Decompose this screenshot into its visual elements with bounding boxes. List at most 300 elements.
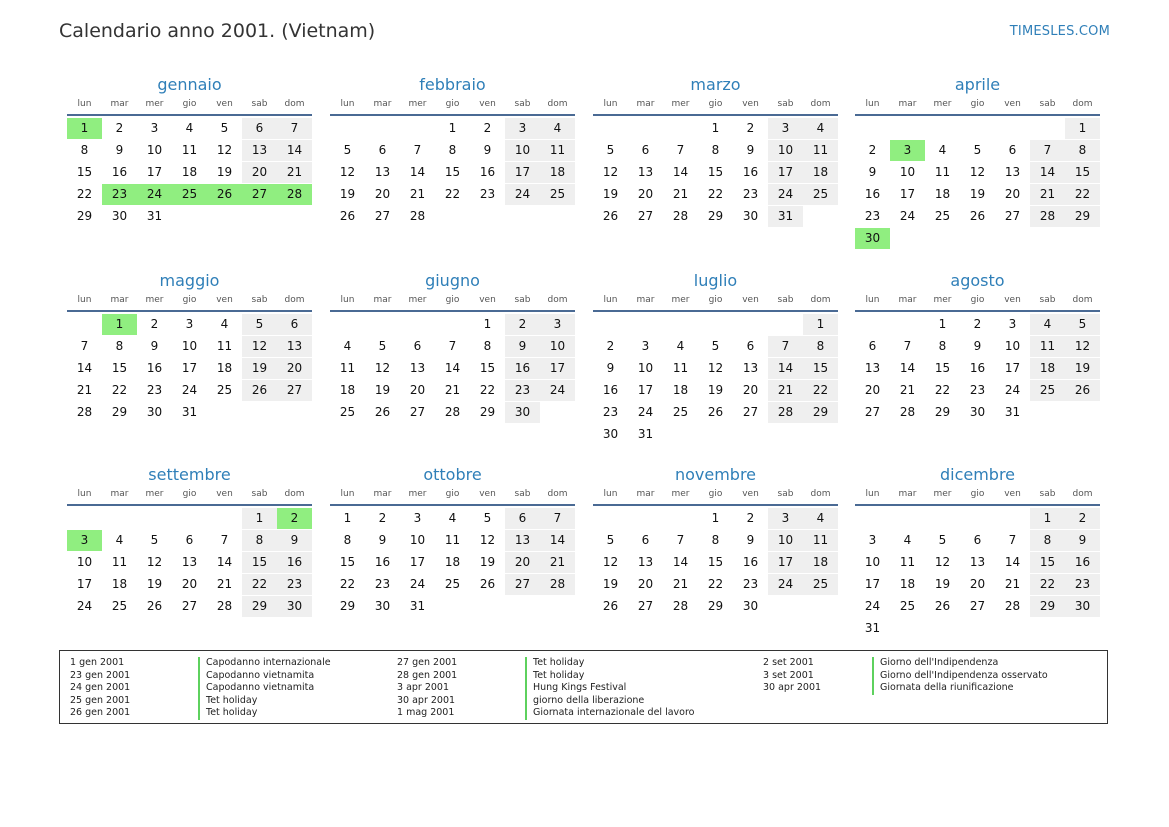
week-row xyxy=(330,358,575,380)
day-cell: 29 xyxy=(934,405,951,419)
weekday-header xyxy=(855,294,1100,307)
week-row xyxy=(855,314,1100,336)
weekday-label: mar xyxy=(636,295,655,305)
day-cell: 20 xyxy=(969,577,986,591)
day-cell: 9 xyxy=(868,165,877,179)
week-row xyxy=(855,530,1100,552)
month-luglio xyxy=(593,270,838,446)
day-cell: 29 xyxy=(111,405,128,419)
weekend-day: 12 xyxy=(1065,336,1100,357)
week-row xyxy=(593,118,838,140)
day-cell: 26 xyxy=(602,209,619,223)
weekend-day: 9 xyxy=(505,336,540,357)
day-cell: 7 xyxy=(676,533,685,547)
legend-date: 30 apr 2001 xyxy=(763,682,822,694)
day-cell: 31 xyxy=(864,621,881,635)
day-cell: 5 xyxy=(606,533,615,547)
weekday-header xyxy=(67,98,312,111)
day-cell: 17 xyxy=(864,577,881,591)
day-cell: 13 xyxy=(864,361,881,375)
day-cell: 1 xyxy=(483,317,492,331)
day-cell: 17 xyxy=(146,165,163,179)
day-cell: 10 xyxy=(76,555,93,569)
legend-names-col1 xyxy=(198,657,331,720)
week-row xyxy=(855,206,1100,228)
week-row xyxy=(330,184,575,206)
weekday-label: gio xyxy=(970,295,985,305)
weekday-label: mar xyxy=(898,99,917,109)
day-cell: 20 xyxy=(409,383,426,397)
week-row xyxy=(67,314,312,336)
empty-cell xyxy=(855,508,890,529)
weekend-day: 3 xyxy=(505,118,540,139)
legend-dates-col3 xyxy=(763,657,821,695)
weekday-label: lun xyxy=(865,489,880,499)
week-row xyxy=(330,336,575,358)
day-cell: 6 xyxy=(746,339,755,353)
empty-cell xyxy=(330,314,365,335)
day-cell: 5 xyxy=(606,143,615,157)
empty-cell xyxy=(330,118,365,139)
legend-holiday-name: Giornata della riunificazione xyxy=(872,682,1048,695)
weekday-label: ven xyxy=(1004,99,1021,109)
legend-dates-col2 xyxy=(397,657,457,720)
weekday-header xyxy=(330,294,575,307)
day-cell: 5 xyxy=(220,121,229,135)
week-row xyxy=(67,596,312,618)
weekend-day: 14 xyxy=(1030,162,1065,183)
weekend-day: 13 xyxy=(277,336,312,357)
empty-cell xyxy=(400,314,435,335)
month-settembre xyxy=(67,464,312,618)
weekend-day: 23 xyxy=(1065,574,1100,595)
legend-date: 24 gen 2001 xyxy=(70,682,131,694)
day-cell: 30 xyxy=(969,405,986,419)
weekday-label: gio xyxy=(445,99,460,109)
month-giugno xyxy=(330,270,575,424)
header-divider xyxy=(67,114,312,116)
day-cell: 19 xyxy=(602,577,619,591)
week-row xyxy=(330,140,575,162)
weekday-label: mar xyxy=(110,99,129,109)
empty-cell xyxy=(960,508,995,529)
weekday-label: sab xyxy=(1039,99,1056,109)
week-row xyxy=(593,336,838,358)
weekday-header xyxy=(330,98,575,111)
empty-cell xyxy=(768,314,803,335)
empty-cell xyxy=(628,118,663,139)
weekend-day: 20 xyxy=(277,358,312,379)
day-cell: 3 xyxy=(185,317,194,331)
day-cell: 18 xyxy=(899,577,916,591)
week-row xyxy=(67,140,312,162)
holiday-day: 23 xyxy=(102,184,137,205)
week-row xyxy=(593,162,838,184)
week-row xyxy=(67,184,312,206)
weekday-header xyxy=(855,488,1100,501)
legend-date: 1 mag 2001 xyxy=(397,707,455,719)
weekday-label: gio xyxy=(445,489,460,499)
day-cell: 21 xyxy=(672,577,689,591)
day-cell: 12 xyxy=(339,165,356,179)
empty-cell xyxy=(1030,118,1065,139)
weekday-label: sab xyxy=(777,99,794,109)
day-cell: 13 xyxy=(181,555,198,569)
day-cell: 20 xyxy=(637,577,654,591)
weekend-day: 23 xyxy=(277,574,312,595)
week-row xyxy=(593,552,838,574)
empty-cell xyxy=(995,118,1030,139)
day-cell: 27 xyxy=(1004,209,1021,223)
month-name: luglio xyxy=(693,271,738,290)
day-cell: 30 xyxy=(742,599,759,613)
day-cell: 21 xyxy=(409,187,426,201)
weekday-label: dom xyxy=(284,99,305,109)
day-cell: 11 xyxy=(181,143,198,157)
day-cell: 26 xyxy=(707,405,724,419)
weekday-label: ven xyxy=(479,295,496,305)
week-row xyxy=(67,162,312,184)
week-row xyxy=(855,228,1100,250)
day-cell: 15 xyxy=(444,165,461,179)
weekend-day: 29 xyxy=(803,402,838,423)
weekday-label: mer xyxy=(671,99,690,109)
day-cell: 27 xyxy=(969,599,986,613)
day-cell: 22 xyxy=(934,383,951,397)
weekend-day: 21 xyxy=(540,552,575,573)
weekday-label: gio xyxy=(970,489,985,499)
week-row xyxy=(330,552,575,574)
day-cell: 22 xyxy=(707,577,724,591)
day-cell: 15 xyxy=(479,361,496,375)
weekend-day: 21 xyxy=(277,162,312,183)
day-cell: 28 xyxy=(216,599,233,613)
weekend-day: 25 xyxy=(540,184,575,205)
weekend-day: 11 xyxy=(1030,336,1065,357)
day-cell: 12 xyxy=(374,361,391,375)
weekday-label: gio xyxy=(708,489,723,499)
day-cell: 18 xyxy=(444,555,461,569)
day-cell: 19 xyxy=(374,383,391,397)
weekday-label: gio xyxy=(708,295,723,305)
week-row xyxy=(855,552,1100,574)
day-cell: 18 xyxy=(339,383,356,397)
weekday-label: sab xyxy=(1039,295,1056,305)
day-cell: 6 xyxy=(1008,143,1017,157)
holiday-day: 27 xyxy=(242,184,277,205)
weekend-day: 9 xyxy=(1065,530,1100,551)
day-cell: 22 xyxy=(444,187,461,201)
weekday-label: gio xyxy=(182,295,197,305)
day-cell: 20 xyxy=(181,577,198,591)
month-name: dicembre xyxy=(939,465,1016,484)
weekday-label: lun xyxy=(340,99,355,109)
day-cell: 24 xyxy=(409,577,426,591)
day-cell: 11 xyxy=(934,165,951,179)
month-name: gennaio xyxy=(157,75,222,94)
day-cell: 24 xyxy=(637,405,654,419)
day-cell: 26 xyxy=(969,209,986,223)
day-cell: 25 xyxy=(672,405,689,419)
week-row xyxy=(67,118,312,140)
day-cell: 19 xyxy=(707,383,724,397)
day-cell: 23 xyxy=(742,577,759,591)
weekday-label: dom xyxy=(284,295,305,305)
weekday-label: sab xyxy=(777,489,794,499)
day-cell: 18 xyxy=(934,187,951,201)
weekend-day: 21 xyxy=(768,380,803,401)
weekend-day: 9 xyxy=(277,530,312,551)
weekend-day: 22 xyxy=(242,574,277,595)
brand-link[interactable]: TIMESLES.COM xyxy=(1009,24,1110,39)
day-cell: 30 xyxy=(374,599,391,613)
day-cell: 16 xyxy=(111,165,128,179)
weekend-day: 27 xyxy=(505,574,540,595)
day-cell: 4 xyxy=(185,121,194,135)
week-row xyxy=(593,140,838,162)
weekend-day: 24 xyxy=(540,380,575,401)
day-cell: 25 xyxy=(339,405,356,419)
month-aprile xyxy=(855,74,1100,250)
weekend-day: 4 xyxy=(1030,314,1065,335)
day-cell: 24 xyxy=(1004,383,1021,397)
day-cell: 4 xyxy=(115,533,124,547)
legend-holiday-name: Tet holiday xyxy=(525,670,695,683)
day-cell: 19 xyxy=(602,187,619,201)
day-cell: 16 xyxy=(602,383,619,397)
weekday-label: mar xyxy=(373,489,392,499)
weekday-label: sab xyxy=(514,489,531,499)
holiday-day: 2 xyxy=(277,508,312,529)
day-cell: 21 xyxy=(76,383,93,397)
day-cell: 12 xyxy=(934,555,951,569)
day-cell: 1 xyxy=(343,511,352,525)
day-cell: 25 xyxy=(216,383,233,397)
empty-cell xyxy=(628,508,663,529)
day-cell: 6 xyxy=(185,533,194,547)
day-cell: 28 xyxy=(672,209,689,223)
weekend-day: 8 xyxy=(242,530,277,551)
day-cell: 9 xyxy=(483,143,492,157)
day-cell: 2 xyxy=(483,121,492,135)
weekday-label: dom xyxy=(547,489,568,499)
weekday-label: ven xyxy=(742,295,759,305)
day-cell: 1 xyxy=(711,511,720,525)
page-title: Calendario anno 2001. (Vietnam) xyxy=(59,20,376,42)
header-divider xyxy=(855,310,1100,312)
header-divider xyxy=(855,504,1100,506)
day-cell: 20 xyxy=(742,383,759,397)
week-row xyxy=(855,162,1100,184)
weekend-day: 7 xyxy=(277,118,312,139)
weekend-day: 24 xyxy=(768,184,803,205)
weekend-day: 23 xyxy=(505,380,540,401)
day-cell: 16 xyxy=(479,165,496,179)
day-cell: 19 xyxy=(934,577,951,591)
weekday-label: mer xyxy=(671,489,690,499)
day-cell: 22 xyxy=(479,383,496,397)
weekend-day: 4 xyxy=(803,118,838,139)
weekend-day: 25 xyxy=(1030,380,1065,401)
day-cell: 29 xyxy=(479,405,496,419)
week-row xyxy=(67,358,312,380)
day-cell: 4 xyxy=(448,511,457,525)
weekend-day: 21 xyxy=(1030,184,1065,205)
day-cell: 28 xyxy=(672,599,689,613)
day-cell: 10 xyxy=(637,361,654,375)
weekday-label: dom xyxy=(810,99,831,109)
month-name: marzo xyxy=(690,75,741,94)
month-febbraio xyxy=(330,74,575,228)
weekend-day: 30 xyxy=(1065,596,1100,617)
day-cell: 10 xyxy=(899,165,916,179)
day-cell: 8 xyxy=(711,533,720,547)
day-cell: 16 xyxy=(742,555,759,569)
day-cell: 8 xyxy=(115,339,124,353)
week-row xyxy=(593,402,838,424)
day-cell: 15 xyxy=(934,361,951,375)
day-cell: 29 xyxy=(707,599,724,613)
weekday-label: sab xyxy=(514,99,531,109)
weekend-day: 14 xyxy=(277,140,312,161)
day-cell: 2 xyxy=(746,121,755,135)
weekday-label: mar xyxy=(110,295,129,305)
legend-dates-col1 xyxy=(70,657,130,720)
day-cell: 20 xyxy=(374,187,391,201)
day-cell: 8 xyxy=(483,339,492,353)
day-cell: 23 xyxy=(479,187,496,201)
week-row xyxy=(330,162,575,184)
day-cell: 5 xyxy=(938,533,947,547)
legend-holiday-name: Giorno dell'Indipendenza osservato xyxy=(872,670,1048,683)
day-cell: 8 xyxy=(343,533,352,547)
legend-holiday-name: Hung Kings Festival xyxy=(525,682,695,695)
weekend-day: 10 xyxy=(540,336,575,357)
day-cell: 31 xyxy=(1004,405,1021,419)
day-cell: 15 xyxy=(76,165,93,179)
day-cell: 31 xyxy=(146,209,163,223)
day-cell: 8 xyxy=(938,339,947,353)
day-cell: 9 xyxy=(606,361,615,375)
weekend-day: 8 xyxy=(1030,530,1065,551)
week-row xyxy=(593,380,838,402)
day-cell: 3 xyxy=(641,339,650,353)
weekday-label: lun xyxy=(865,295,880,305)
weekday-label: ven xyxy=(1004,295,1021,305)
day-cell: 23 xyxy=(969,383,986,397)
day-cell: 13 xyxy=(969,555,986,569)
weekend-day: 1 xyxy=(803,314,838,335)
weekend-day: 17 xyxy=(505,162,540,183)
day-cell: 4 xyxy=(220,317,229,331)
day-cell: 12 xyxy=(602,165,619,179)
week-row xyxy=(855,140,1100,162)
day-cell: 28 xyxy=(444,405,461,419)
day-cell: 30 xyxy=(742,209,759,223)
day-cell: 13 xyxy=(742,361,759,375)
day-cell: 26 xyxy=(602,599,619,613)
day-cell: 18 xyxy=(111,577,128,591)
empty-cell xyxy=(102,508,137,529)
day-cell: 13 xyxy=(637,555,654,569)
day-cell: 7 xyxy=(448,339,457,353)
day-cell: 26 xyxy=(339,209,356,223)
day-cell: 5 xyxy=(343,143,352,157)
weekend-day: 20 xyxy=(242,162,277,183)
weekend-day: 2 xyxy=(505,314,540,335)
week-row xyxy=(330,380,575,402)
header-divider xyxy=(330,114,575,116)
weekend-day: 29 xyxy=(1065,206,1100,227)
weekend-day: 10 xyxy=(505,140,540,161)
day-cell: 9 xyxy=(746,143,755,157)
day-cell: 9 xyxy=(115,143,124,157)
day-cell: 5 xyxy=(378,339,387,353)
weekday-label: dom xyxy=(1072,295,1093,305)
weekday-label: ven xyxy=(742,489,759,499)
weekend-day: 17 xyxy=(768,162,803,183)
day-cell: 3 xyxy=(1008,317,1017,331)
day-cell: 4 xyxy=(676,339,685,353)
weekend-day: 12 xyxy=(242,336,277,357)
week-row xyxy=(593,184,838,206)
day-cell: 16 xyxy=(969,361,986,375)
day-cell: 18 xyxy=(216,361,233,375)
day-cell: 26 xyxy=(934,599,951,613)
day-cell: 31 xyxy=(181,405,198,419)
legend-holiday-name: Capodanno internazionale xyxy=(198,657,331,670)
weekday-label: ven xyxy=(479,489,496,499)
day-cell: 21 xyxy=(899,383,916,397)
day-cell: 14 xyxy=(444,361,461,375)
month-name: maggio xyxy=(159,271,220,290)
month-name: aprile xyxy=(954,75,1001,94)
weekday-label: lun xyxy=(77,489,92,499)
day-cell: 27 xyxy=(742,405,759,419)
day-cell: 2 xyxy=(973,317,982,331)
day-cell: 31 xyxy=(409,599,426,613)
empty-cell xyxy=(663,314,698,335)
day-cell: 28 xyxy=(409,209,426,223)
day-cell: 14 xyxy=(899,361,916,375)
day-cell: 4 xyxy=(938,143,947,157)
legend-holiday-name: Tet holiday xyxy=(198,695,331,708)
day-cell: 24 xyxy=(864,599,881,613)
weekend-day: 18 xyxy=(803,162,838,183)
week-row xyxy=(593,508,838,530)
empty-cell xyxy=(365,118,400,139)
week-row xyxy=(330,596,575,618)
weekday-label: mar xyxy=(898,489,917,499)
day-cell: 3 xyxy=(868,533,877,547)
empty-cell xyxy=(995,508,1030,529)
weekday-label: mer xyxy=(408,295,427,305)
weekend-day: 16 xyxy=(1065,552,1100,573)
day-cell: 19 xyxy=(339,187,356,201)
weekend-day: 24 xyxy=(505,184,540,205)
empty-cell xyxy=(593,508,628,529)
day-cell: 11 xyxy=(672,361,689,375)
weekday-label: gio xyxy=(182,489,197,499)
week-row xyxy=(330,402,575,424)
day-cell: 12 xyxy=(602,555,619,569)
weekday-label: dom xyxy=(284,489,305,499)
week-row xyxy=(67,574,312,596)
day-cell: 23 xyxy=(374,577,391,591)
empty-cell xyxy=(663,508,698,529)
weekend-day: 13 xyxy=(505,530,540,551)
day-cell: 17 xyxy=(899,187,916,201)
